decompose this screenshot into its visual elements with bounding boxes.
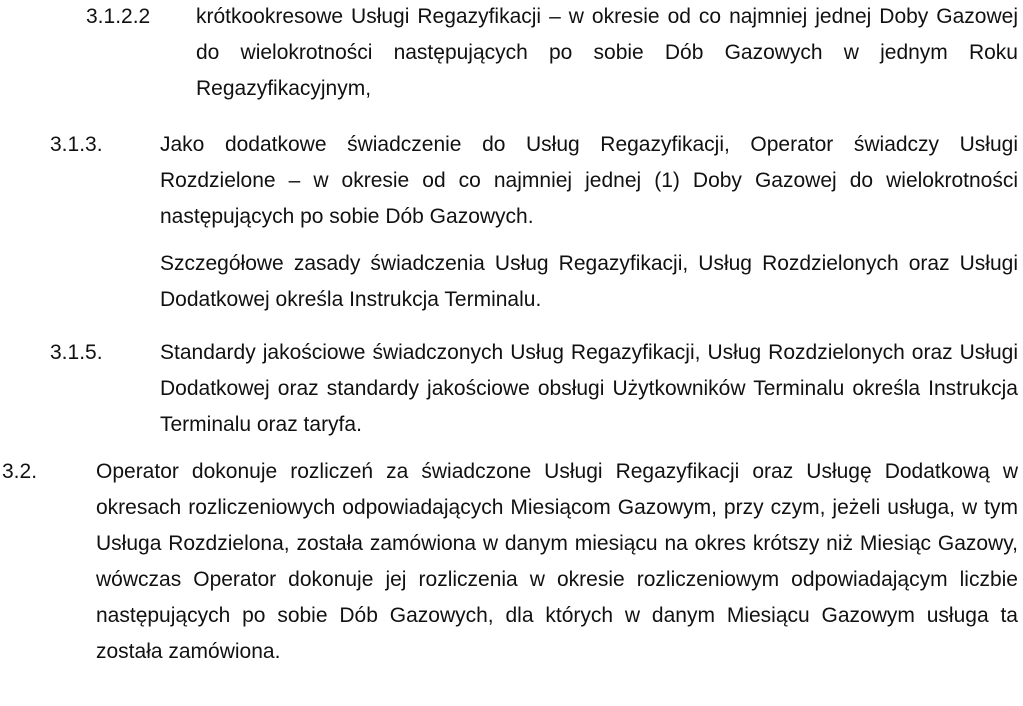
- section-text-3-1-3: Jako dodatkowe świadczenie do Usług Regazyfikacji, Operator świadczy Usługi Rozdzielone – w okresie od co najmniej jednej (1) Doby Gazowej do wielokrotności następujących po sobie Dób Gazowych.: [160, 133, 1018, 228]
- section-text-3-1-5: Standardy jakościowe świadczonych Usług Regazyfikacji, Usług Rozdzielonych oraz Usługi Dodatkowej oraz standardy jakościowe obsługi Użytkowników Terminalu określa Instrukcja Terminalu oraz taryfa.: [160, 341, 1018, 436]
- section-text-3-1-2-2: krótkookresowe Usługi Regazyfikacji – w okresie od co najmniej jednej Doby Gazowej do wielokrotności następujących po sobie Dób Gazowych w jednym Roku Regazyfikacyjnym,: [196, 5, 1018, 100]
- section-number-3-1-5: 3.1.5.: [50, 341, 103, 364]
- section-number-3-1-3: 3.1.3.: [50, 133, 103, 156]
- section-number-3-1-2-2: 3.1.2.2: [86, 5, 151, 28]
- section-text-3-2: Operator dokonuje rozliczeń za świadczone Usługi Regazyfikacji oraz Usługę Dodatkową w okresach rozliczeniowych odpowiadających Miesiącom Gazowym, przy czym, jeżeli usługa, w tym Usługa Rozdzielona, została zamówiona w danym miesiącu na okres krótszy niż Miesiąc Gazowy, wówczas Operator dokonuje jej rozliczenia w okresie rozliczeniowym odpowiadającym liczbie następujących po sobie Dób Gazowych, dla których w danym Miesiącu Gazowym usługa ta została zamówiona.: [96, 460, 1018, 663]
- section-number-3-2: 3.2.: [2, 460, 38, 483]
- section-text-details: Szczegółowe zasady świadczenia Usług Regazyfikacji, Usług Rozdzielonych oraz Usługi Dodatkowej określa Instrukcja Terminalu.: [160, 252, 1018, 311]
